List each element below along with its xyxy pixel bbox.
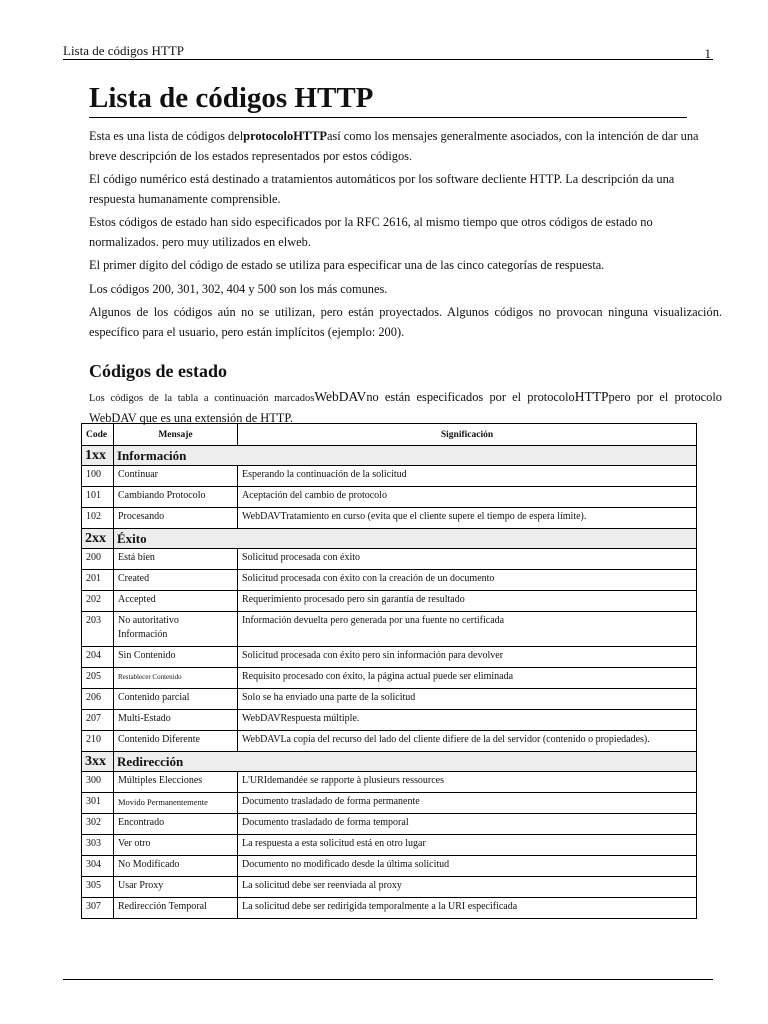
protocol-http-link[interactable]: protocoloHTTP xyxy=(243,129,327,143)
meaning-cell: Requisito procesado con éxito, la página actual puede ser eliminada xyxy=(238,668,697,689)
message-cell: Contenido parcial xyxy=(114,689,238,710)
meaning-cell: Esperando la continuación de la solicitud xyxy=(238,466,697,487)
meaning-cell: Solo se ha enviado una parte de la solicitud xyxy=(238,689,697,710)
section-title: Códigos de estado xyxy=(89,361,228,381)
meaning-cell: Documento trasladado de forma temporal xyxy=(238,814,697,835)
intro-paragraph-1 xyxy=(89,127,722,166)
footer-rule xyxy=(63,979,713,980)
table-row xyxy=(82,835,697,856)
category-label: Información xyxy=(114,446,697,466)
meaning-cell: La solicitud debe ser redirigida temporalmente a la URI especificada xyxy=(238,898,697,919)
category-row-1xx xyxy=(82,446,697,466)
table-row xyxy=(82,647,697,668)
message-cell: Restablecer Contenido xyxy=(114,668,238,689)
message-line: Información xyxy=(118,629,168,640)
table-row xyxy=(82,856,697,877)
code-cell: 303 xyxy=(82,835,114,856)
meaning-cell: Solicitud procesada con éxito con la creación de un documento xyxy=(238,570,697,591)
code-cell: 300 xyxy=(82,772,114,793)
table-row xyxy=(82,612,697,647)
table-row xyxy=(82,570,697,591)
message-cell: Encontrado xyxy=(114,814,238,835)
intro-section xyxy=(89,127,722,342)
table-row xyxy=(82,591,697,612)
message-cell: Multi-Estado xyxy=(114,710,238,731)
webdav-link[interactable]: WebDAV xyxy=(314,389,367,404)
code-cell: 102 xyxy=(82,508,114,529)
table-row xyxy=(82,710,697,731)
table-row xyxy=(82,466,697,487)
intro-paragraph-2: El código numérico está destinado a tratamientos automáticos por los software decliente HTTP. La descripción da una respuesta humanamente comprensible. xyxy=(89,172,675,206)
meaning-cell: WebDAVLa copia del recurso del lado del cliente difiere de la del servidor (contenido o propiedades). xyxy=(238,731,697,752)
meaning-cell: Aceptación del cambio de protocolo xyxy=(238,487,697,508)
code-cell: 210 xyxy=(82,731,114,752)
header-code: Code xyxy=(82,424,114,446)
table-row xyxy=(82,898,697,919)
http-link[interactable]: HTTP xyxy=(574,389,609,404)
code-cell: 205 xyxy=(82,668,114,689)
message-cell: Procesando xyxy=(114,508,238,529)
code-cell: 203 xyxy=(82,612,114,647)
category-code: 1xx xyxy=(82,446,114,466)
code-cell: 307 xyxy=(82,898,114,919)
table-row xyxy=(82,877,697,898)
code-cell: 301 xyxy=(82,793,114,814)
table-note-text: no están especificados por el protocolo xyxy=(366,390,575,404)
table-row xyxy=(82,549,697,570)
header-meaning: Significación xyxy=(238,424,697,446)
message-cell: Cambiando Protocolo xyxy=(114,487,238,508)
code-cell: 204 xyxy=(82,647,114,668)
running-header xyxy=(63,43,713,60)
table-note xyxy=(89,387,722,428)
code-cell: 200 xyxy=(82,549,114,570)
message-cell: No Modificado xyxy=(114,856,238,877)
message-cell: Accepted xyxy=(114,591,238,612)
message-cell: Usar Proxy xyxy=(114,877,238,898)
message-cell: Sin Contenido xyxy=(114,647,238,668)
table-header-row xyxy=(82,424,697,446)
table-row xyxy=(82,668,697,689)
code-cell: 304 xyxy=(82,856,114,877)
code-cell: 207 xyxy=(82,710,114,731)
message-cell: Continuar xyxy=(114,466,238,487)
table-row xyxy=(82,731,697,752)
table-row xyxy=(82,793,697,814)
table-row xyxy=(82,508,697,529)
code-cell: 100 xyxy=(82,466,114,487)
message-cell: Movido Permanentemente xyxy=(114,793,238,814)
message-cell: Está bien xyxy=(114,549,238,570)
meaning-cell: Documento trasladado de forma permanente xyxy=(238,793,697,814)
meaning-cell: La respuesta a esta solicitud está en otro lugar xyxy=(238,835,697,856)
header-message: Mensaje xyxy=(114,424,238,446)
table-note-text: pero por el protocolo WebDAV que es una extensión de HTTP. xyxy=(89,390,722,425)
table-note-text: Los códigos de la tabla a continuación marcados xyxy=(89,393,315,404)
intro-paragraph-3: Estos códigos de estado han sido especificados por la RFC 2616, al mismo tiempo que otros códigos de estado no normalizados. pero muy utilizados en elweb. xyxy=(89,215,653,249)
intro-text: así como los mensajes generalmente asociados, con la intención de dar una breve descripción de los estados representados por estos códigos. xyxy=(89,129,699,163)
category-code: 2xx xyxy=(82,529,114,549)
article-body xyxy=(89,80,722,428)
message-cell: Ver otro xyxy=(114,835,238,856)
page-number: 1 xyxy=(704,46,711,61)
table-row xyxy=(82,772,697,793)
table-row xyxy=(82,814,697,835)
meaning-cell: Solicitud procesada con éxito pero sin información para devolver xyxy=(238,647,697,668)
status-codes-table xyxy=(81,423,697,919)
category-row-2xx xyxy=(82,529,697,549)
meaning-cell: WebDAVTratamiento en curso (evita que el cliente supere el tiempo de espera límite). xyxy=(238,508,697,529)
message-cell xyxy=(114,612,238,647)
code-cell: 201 xyxy=(82,570,114,591)
category-label: Redirección xyxy=(114,752,697,772)
code-cell: 305 xyxy=(82,877,114,898)
meaning-cell: Requerimiento procesado pero sin garantía de resultado xyxy=(238,591,697,612)
running-header-title: Lista de códigos HTTP xyxy=(63,43,184,58)
intro-paragraph-4: El primer dígito del código de estado se utiliza para especificar una de las cinco categorías de respuesta. xyxy=(89,258,605,272)
code-cell: 101 xyxy=(82,487,114,508)
intro-text: Esta es una lista de códigos del xyxy=(89,129,244,143)
page-title: Lista de códigos HTTP xyxy=(89,80,687,118)
intro-paragraph-6: Algunos de los códigos aún no se utilizan, pero están proyectados. Algunos códigos no provocan ninguna visualización. específico para el usuario, pero están implícitos (ejemplo: 200). xyxy=(89,305,722,339)
table-row xyxy=(82,689,697,710)
meaning-cell: Documento no modificado desde la última solicitud xyxy=(238,856,697,877)
meaning-cell: WebDAVRespuesta múltiple. xyxy=(238,710,697,731)
category-label: Éxito xyxy=(114,529,697,549)
table-row xyxy=(82,487,697,508)
meaning-cell: Información devuelta pero generada por una fuente no certificada xyxy=(238,612,697,647)
code-cell: 302 xyxy=(82,814,114,835)
code-cell: 206 xyxy=(82,689,114,710)
category-code: 3xx xyxy=(82,752,114,772)
category-row-3xx xyxy=(82,752,697,772)
message-line: No autoritativo xyxy=(118,615,179,626)
message-cell: Created xyxy=(114,570,238,591)
meaning-cell: La solicitud debe ser reenviada al proxy xyxy=(238,877,697,898)
code-cell: 202 xyxy=(82,591,114,612)
message-cell: Múltiples Elecciones xyxy=(114,772,238,793)
message-cell: Redirección Temporal xyxy=(114,898,238,919)
meaning-cell: Solicitud procesada con éxito xyxy=(238,549,697,570)
message-cell: Contenido Diferente xyxy=(114,731,238,752)
meaning-cell: L'URIdemandée se rapporte à plusieurs ressources xyxy=(238,772,697,793)
intro-paragraph-5: Los códigos 200, 301, 302, 404 y 500 son los más comunes. xyxy=(89,281,388,296)
